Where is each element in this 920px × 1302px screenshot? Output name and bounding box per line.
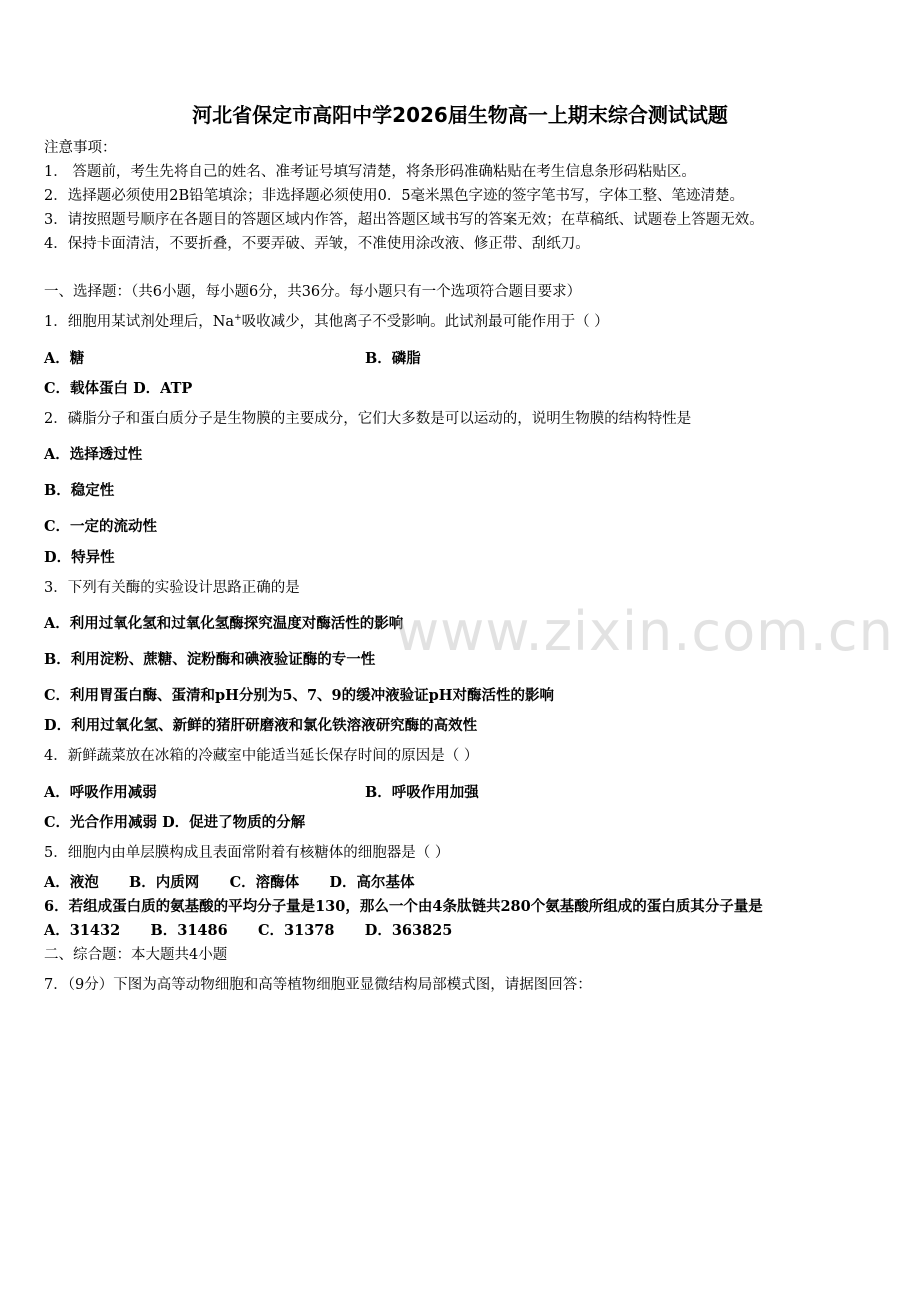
question-4-stem: 4．新鲜蔬菜放在冰箱的冷藏室中能适当延长保存时间的原因是（ ） [44,748,479,764]
question-1-option-a: A．糖 [44,350,85,367]
watermark: www.zixin.com.cn [395,600,894,663]
question-3-option-a: A．利用过氧化氢和过氧化氢酶探究温度对酶活性的影响 [44,615,404,632]
notice-item-4: 4．保持卡面清洁，不要折叠，不要弄破、弄皱，不准使用涂改液、修正带、刮纸刀。 [44,236,590,252]
question-4-option-b: B．呼吸作用加强 [365,784,479,801]
question-1-stem [44,312,609,332]
question-3-option-c: C．利用胃蛋白酶、蛋清和pH分别为5、7、9的缓冲液验证pH对酶活性的影响 [44,687,554,704]
question-4-option-a: A．呼吸作用减弱 [44,784,157,801]
notice-item-3: 3．请按照题号顺序在各题目的答题区域内作答，超出答题区域书写的答案无效；在草稿纸、试题卷上答题无效。 [44,212,764,228]
question-1-option-cd: C．载体蛋白 D．ATP [44,380,193,397]
question-3-option-d: D．利用过氧化氢、新鲜的猪肝研磨液和氯化铁溶液研究酶的高效性 [44,717,478,734]
question-2-option-b: B．稳定性 [44,482,115,499]
question-2-stem: 2．磷脂分子和蛋白质分子是生物膜的主要成分，它们大多数是可以运动的，说明生物膜的结构特性是 [44,411,692,427]
question-2-option-d: D．特异性 [44,549,115,566]
page-title: 河北省保定市高阳中学2026届生物高一上期末综合测试试题 [192,103,728,127]
question-1-option-b: B．磷脂 [365,350,421,367]
question-5-stem: 5．细胞内由单层膜构成且表面常附着有核糖体的细胞器是（ ） [44,845,450,861]
question-2-option-a: A．选择透过性 [44,446,143,463]
question-5-options: A．液泡 B．内质网 C．溶酶体 D．高尔基体 [44,874,415,891]
question-6-options: A．31432 B．31486 C．31378 D．363825 [44,922,453,939]
section-1-heading: 一、选择题：（共6小题，每小题6分，共36分。每小题只有一个选项符合题目要求） [44,284,582,300]
question-7-stem: 7．（9分）下图为高等动物细胞和高等植物细胞亚显微结构局部模式图，请据图回答： [44,977,592,993]
question-6-stem: 6．若组成蛋白质的氨基酸的平均分子量是130，那么一个由4条肽链共280个氨基酸所组成的蛋白质其分子量是 [44,898,763,915]
notice-heading: 注意事项： [44,140,117,156]
question-2-option-c: C．一定的流动性 [44,518,158,535]
question-4-option-cd: C．光合作用减弱 D．促进了物质的分解 [44,814,306,831]
question-1-superscript: + [234,313,242,324]
notice-item-1: 1． 答题前，考生先将自己的姓名、准考证号填写清楚，将条形码准确粘贴在考生信息条形码粘贴区。 [44,164,696,180]
question-1-stem-a: 1．细胞用某试剂处理后，Na [44,314,235,330]
question-3-stem: 3．下列有关酶的实验设计思路正确的是 [44,580,300,596]
notice-item-2: 2．选择题必须使用2B铅笔填涂；非选择题必须使用0．5毫米黑色字迹的签字笔书写，字体工整、笔迹清楚。 [44,188,745,204]
question-1-stem-b: 吸收减少，其他离子不受影响。此试剂最可能作用于（ ） [241,314,609,330]
question-3-option-b: B．利用淀粉、蔗糖、淀粉酶和碘液验证酶的专一性 [44,651,376,668]
section-2-heading: 二、综合题：本大题共4小题 [44,947,228,963]
